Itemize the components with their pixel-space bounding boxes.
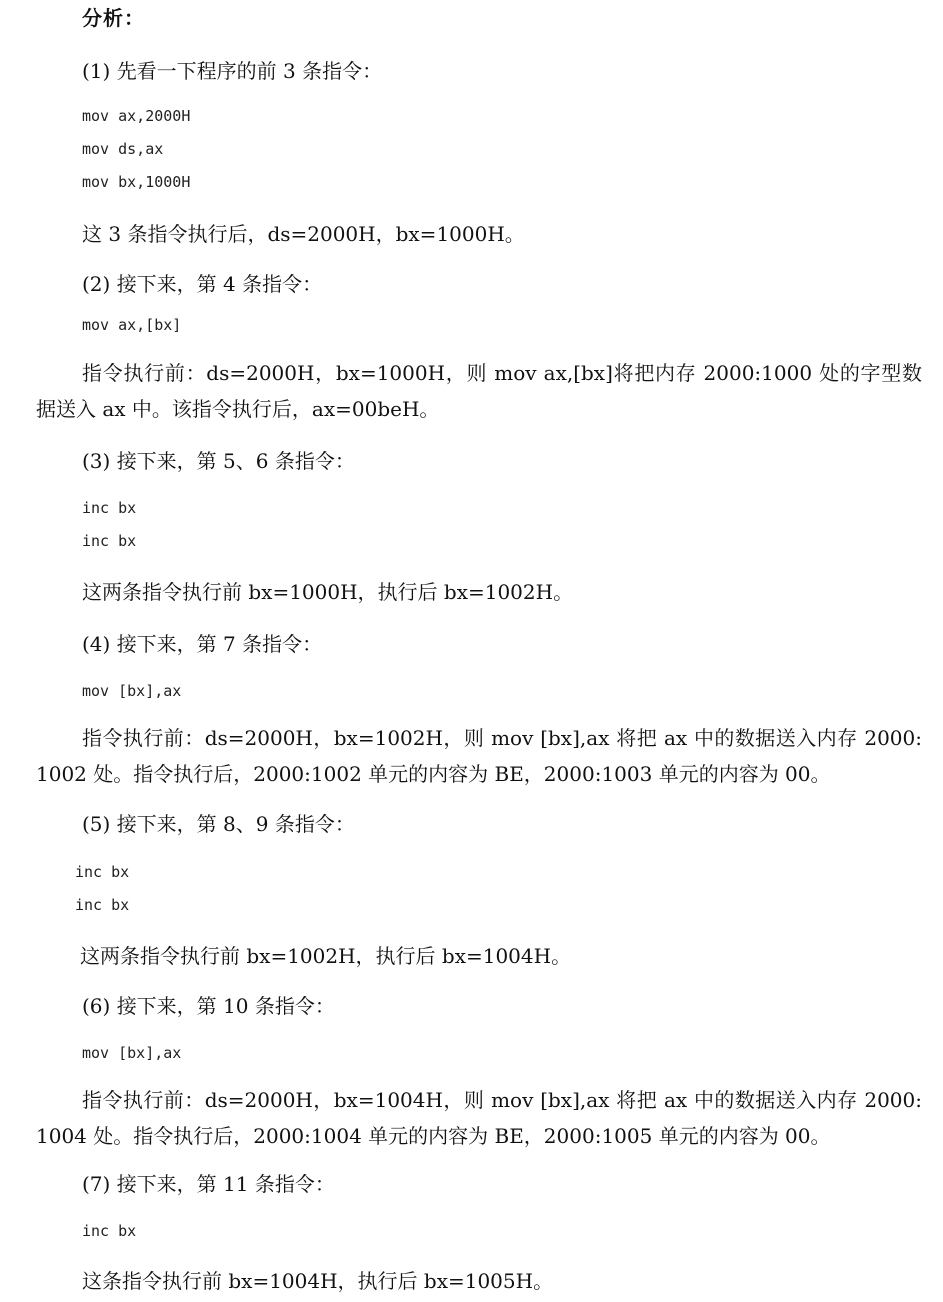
code-block-2 xyxy=(82,309,181,342)
step-4-label: (4) 接下来，第 7 条指令： xyxy=(82,632,323,656)
paragraph-3: 这两条指令执行前 bx=1000H，执行后 bx=1002H。 xyxy=(82,580,574,604)
code-block-7 xyxy=(82,1215,136,1248)
step-7-label: (7) 接下来，第 11 条指令： xyxy=(82,1172,335,1196)
code-line: inc bx xyxy=(82,532,137,550)
code-line: inc bx xyxy=(75,896,130,914)
code-line: mov ax,[bx] xyxy=(82,316,182,334)
step-5-label: (5) 接下来，第 8、9 条指令： xyxy=(82,812,355,836)
paragraph-2: 指令执行前：ds=2000H，bx=1000H，则 mov ax,[bx]将把内存 2000:1000 处的字型数据送入 ax 中。该指令执行后，ax=00beH。 xyxy=(36,361,922,421)
code-block-1 xyxy=(82,100,190,199)
paragraph-4: 指令执行前：ds=2000H，bx=1002H，则 mov [bx],ax 将把 ax 中的数据送入内存 2000:1002 处。指令执行后，2000:1002 单元的内容为 BE，2000:1003 单元的内容为 00。 xyxy=(36,726,922,786)
paragraph-7: 这条指令执行前 bx=1004H，执行后 bx=1005H。 xyxy=(82,1269,554,1293)
code-block-5 xyxy=(75,856,129,922)
code-block-6 xyxy=(82,1037,181,1070)
code-line: mov [bx],ax xyxy=(82,682,182,700)
step-1-label: (1) 先看一下程序的前 3 条指令： xyxy=(82,59,383,83)
code-line: inc bx xyxy=(82,1222,137,1240)
code-block-4 xyxy=(82,675,181,708)
code-line: inc bx xyxy=(75,863,130,881)
paragraph-5: 这两条指令执行前 bx=1002H，执行后 bx=1004H。 xyxy=(80,944,572,968)
code-block-3 xyxy=(82,492,136,558)
step-3-label: (3) 接下来，第 5、6 条指令： xyxy=(82,449,355,473)
code-line: mov ds,ax xyxy=(82,140,164,158)
code-line: mov ax,2000H xyxy=(82,107,191,125)
code-line: inc bx xyxy=(82,499,137,517)
code-line: mov bx,1000H xyxy=(82,173,191,191)
step-2-label: (2) 接下来，第 4 条指令： xyxy=(82,272,323,296)
code-line: mov [bx],ax xyxy=(82,1044,182,1062)
analysis-heading: 分析： xyxy=(82,6,145,30)
step-6-label: (6) 接下来，第 10 条指令： xyxy=(82,994,335,1018)
paragraph-1: 这 3 条指令执行后，ds=2000H，bx=1000H。 xyxy=(82,222,525,246)
paragraph-6: 指令执行前：ds=2000H，bx=1004H，则 mov [bx],ax 将把 ax 中的数据送入内存 2000:1004 处。指令执行后，2000:1004 单元的内容为 BE，2000:1005 单元的内容为 00。 xyxy=(36,1088,922,1148)
